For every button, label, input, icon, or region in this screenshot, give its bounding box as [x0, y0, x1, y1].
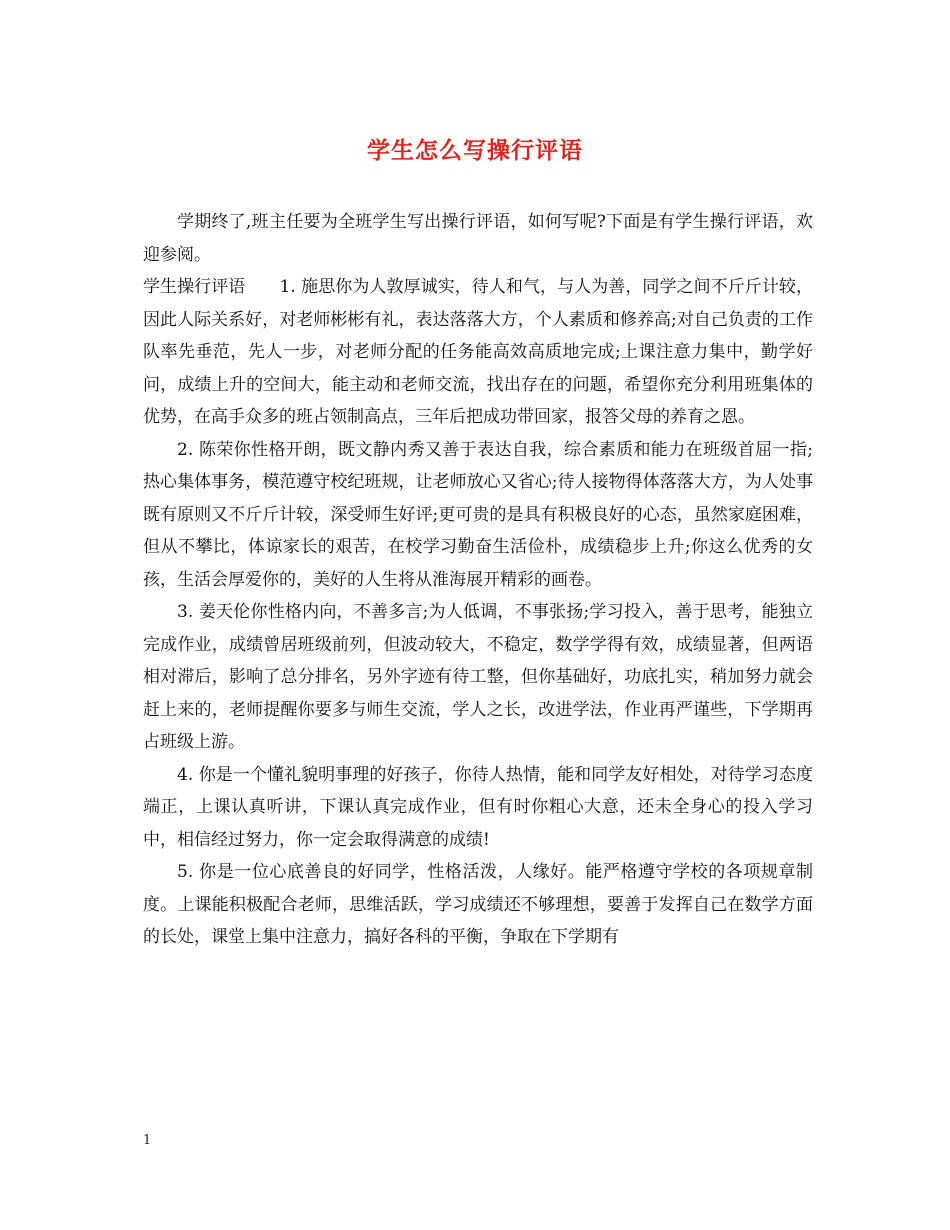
page-number: 1 — [143, 1133, 152, 1148]
document-body — [143, 206, 813, 954]
intro-paragraph: 学期终了,班主任要为全班学生写出操行评语，如何写呢?下面是有学生操行评语，欢迎参阅。 — [143, 212, 813, 265]
comment-paragraph-4: 4. 你是一个懂礼貌明事理的好孩子，你待人热情，能和同学友好相处，对待学习态度端正，上课认真听讲，下课认真完成作业，但有时你粗心大意，还未全身心的投入学习中，相信经过努力，你一定会取得满意的成绩! — [143, 764, 813, 850]
comment-paragraph-1: 学生操行评语 1. 施思你为人敦厚诚实，待人和气，与人为善，同学之间不斤斤计较，因此人际关系好，对老师彬彬有礼，表达落落大方，个人素质和修养高;对自己负责的工作队率先垂范，先人一步，对老师分配的任务能高效高质地完成;上课注意力集中，勤学好问，成绩上升的空间大，能主动和老师交流，找出存在的问题，希望你充分利用班集体的优势，在高手众多的班占领制高点，三年后把成功带回家，报答父母的养育之恩。 — [143, 277, 813, 427]
comment-paragraph-2: 2. 陈荣你性格开朗，既文静内秀又善于表达自我，综合素质和能力在班级首屈一指;热心集体事务，模范遵守校纪班规，让老师放心又省心;待人接物得体落落大方，为人处事既有原则又不斤斤计较，深受师生好评;更可贵的是具有积极良好的心态，虽然家庭困难，但从不攀比，体谅家长的艰苦，在校学习勤奋生活俭朴，成绩稳步上升;你这么优秀的女孩，生活会厚爱你的，美好的人生将从淮海展开精彩的画卷。 — [143, 439, 813, 590]
comment-paragraph-3: 3. 姜天伦你性格内向，不善多言;为人低调，不事张扬;学习投入，善于思考，能独立完成作业，成绩曾居班级前列，但波动较大，不稳定，数学学得有效，成绩显著，但两语相对滞后，影响了总分排名，另外字迹有待工整，但你基础好，功底扎实，稍加努力就会赶上来的，老师提醒你要多与师生交流，学人之长，改进学法，作业再严谨些，下学期再占班级上游。 — [143, 602, 813, 752]
document-title: 学生怎么写操行评语 — [367, 137, 583, 164]
comment-paragraph-5: 5. 你是一位心底善良的好同学，性格活泼，人缘好。能严格遵守学校的各项规章制度。上课能积极配合老师，思维活跃，学习成绩还不够理想，要善于发挥自己在数学方面的长处，课堂上集中注意力，搞好各科的平衡，争取在下学期有 — [143, 862, 813, 947]
